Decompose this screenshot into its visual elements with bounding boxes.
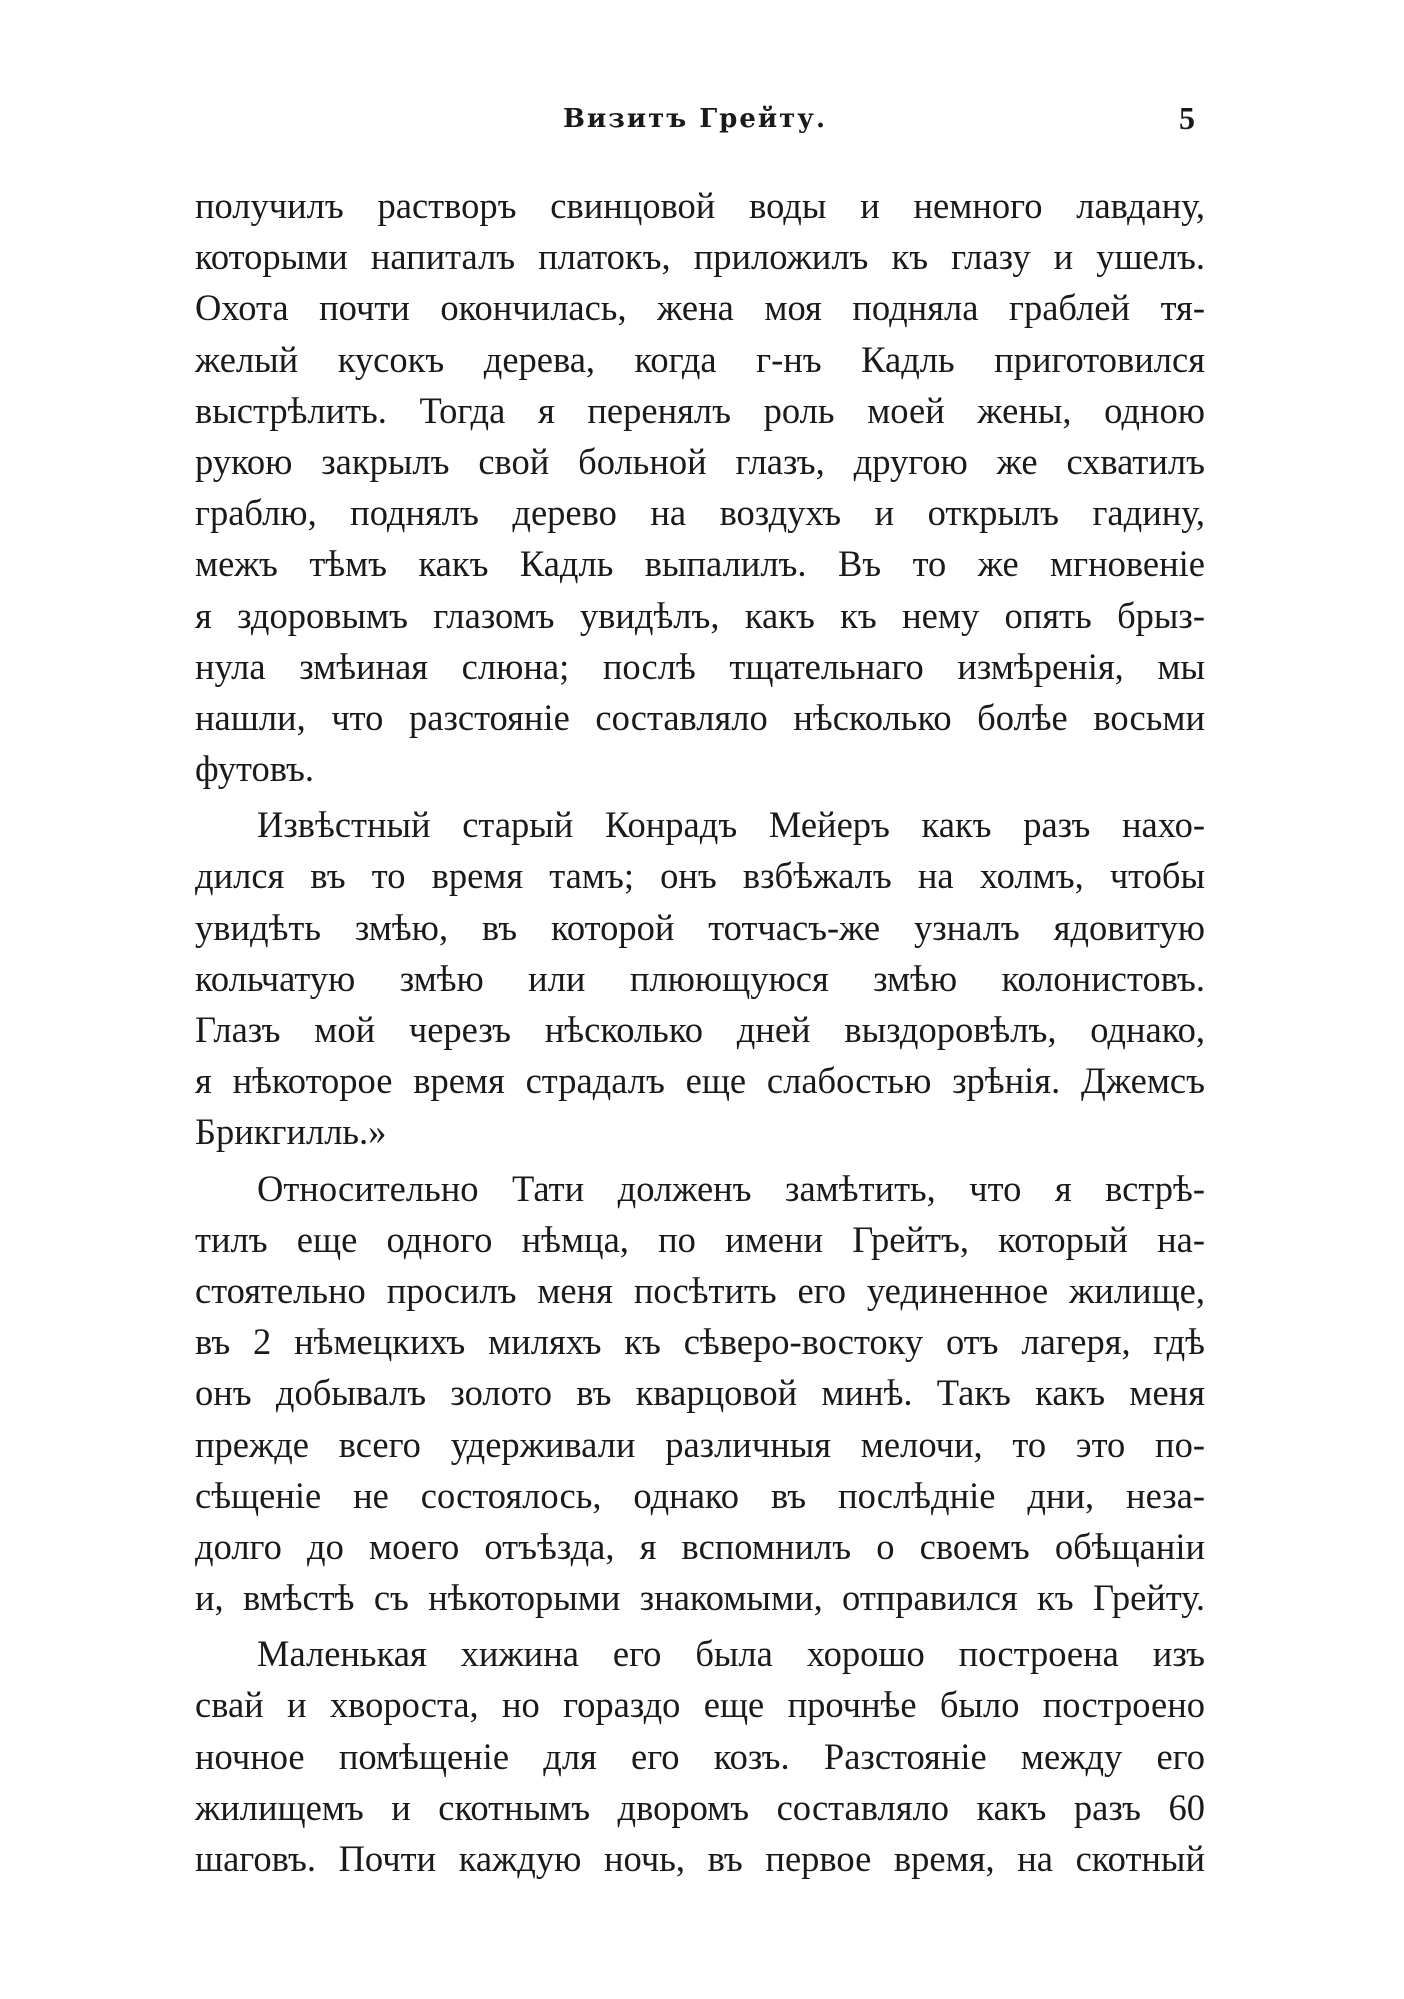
- paragraph: [195, 180, 1205, 794]
- text-line: и, вмѣстѣ съ нѣкоторыми знакомыми, отправился къ Грейту.: [195, 1577, 1205, 1619]
- text-line: дился въ то время тамъ; онъ взбѣжалъ на холмъ, чтобы: [195, 855, 1205, 897]
- text-line: футовъ.: [195, 748, 315, 790]
- text-line: граблю, поднялъ дерево на воздухъ и открылъ гадину,: [195, 492, 1205, 534]
- text-line: Глазъ мой черезъ нѣсколько дней выздоровѣлъ, однако,: [195, 1009, 1205, 1050]
- running-title: Визитъ Грейту.: [562, 104, 827, 134]
- body-text: [195, 180, 1205, 1884]
- text-line: жилищемъ и скотнымъ дворомъ составляло какъ разъ 60: [195, 1786, 1205, 1828]
- text-line: Брикгилль.»: [195, 1111, 387, 1153]
- text-line: стоятельно просилъ меня посѣтить его уединенное жилище,: [195, 1269, 1205, 1311]
- paragraph: [195, 1163, 1205, 1624]
- text-line: я здоровымъ глазомъ увидѣлъ, какъ къ нему опять брыз-: [195, 594, 1205, 636]
- text-line: нашли, что разстояніе составляло нѣсколько болѣе восьми: [195, 696, 1205, 738]
- text-line: желый кусокъ дерева, когда г-нъ Кадль приготовился: [195, 338, 1205, 380]
- text-line: кольчатую змѣю или плюющуюся змѣю колонистовъ.: [195, 957, 1205, 999]
- text-line: свай и хвороста, но гораздо еще прочнѣе было построено: [195, 1684, 1205, 1726]
- text-line: ночное помѣщеніе для его козъ. Разстояніе между его: [195, 1735, 1205, 1777]
- text-line: онъ добывалъ золото въ кварцовой минѣ. Такъ какъ меня: [195, 1372, 1205, 1414]
- text-line: Извѣстный старый Конрадъ Мейеръ какъ разъ нахо-: [257, 804, 1205, 846]
- paragraph: [195, 799, 1205, 1157]
- page-number: 5: [1179, 100, 1195, 136]
- text-line: увидѣть змѣю, въ которой тотчасъ-же узналъ ядовитую: [195, 906, 1205, 948]
- text-line: прежде всего удерживали различныя мелочи, то это по-: [195, 1423, 1205, 1465]
- text-line: рукою закрылъ свой больной глазъ, другою же схватилъ: [195, 440, 1205, 482]
- text-line: сѣщеніе не состоялось, однако въ послѣдніе дни, неза-: [195, 1474, 1205, 1516]
- text-line: тилъ еще одного нѣмца, по имени Грейтъ, который на-: [195, 1218, 1205, 1260]
- text-line: выстрѣлить. Тогда я перенялъ роль моей жены, одною: [195, 389, 1205, 431]
- text-line: которыми напиталъ платокъ, приложилъ къ глазу и ушелъ.: [195, 236, 1205, 278]
- text-line: Относительно Тати долженъ замѣтить, что я встрѣ-: [257, 1167, 1205, 1209]
- text-line: получилъ растворъ свинцовой воды и немного лавдану,: [195, 185, 1205, 226]
- paragraph: [195, 1628, 1205, 1884]
- text-line: долго до моего отъѣзда, я вспомнилъ о своемъ обѣщаніи: [195, 1525, 1205, 1567]
- text-line: я нѣкоторое время страдалъ еще слабостью зрѣнія. Джемсъ: [195, 1060, 1205, 1102]
- text-line: нула змѣиная слюна; послѣ тщательнаго измѣренія, мы: [195, 645, 1205, 687]
- running-head: [195, 100, 1195, 140]
- text-line: Охота почти окончилась, жена моя подняла граблей тя-: [195, 287, 1205, 329]
- text-line: шаговъ. Почти каждую ночь, въ первое время, на скотный: [195, 1838, 1205, 1879]
- text-line: межъ тѣмъ какъ Кадль выпалилъ. Въ то же мгновеніе: [195, 543, 1205, 585]
- text-line: Маленькая хижина его была хорошо построена изъ: [257, 1633, 1205, 1675]
- text-line: въ 2 нѣмецкихъ миляхъ къ сѣверо-востоку отъ лагеря, гдѣ: [195, 1321, 1205, 1363]
